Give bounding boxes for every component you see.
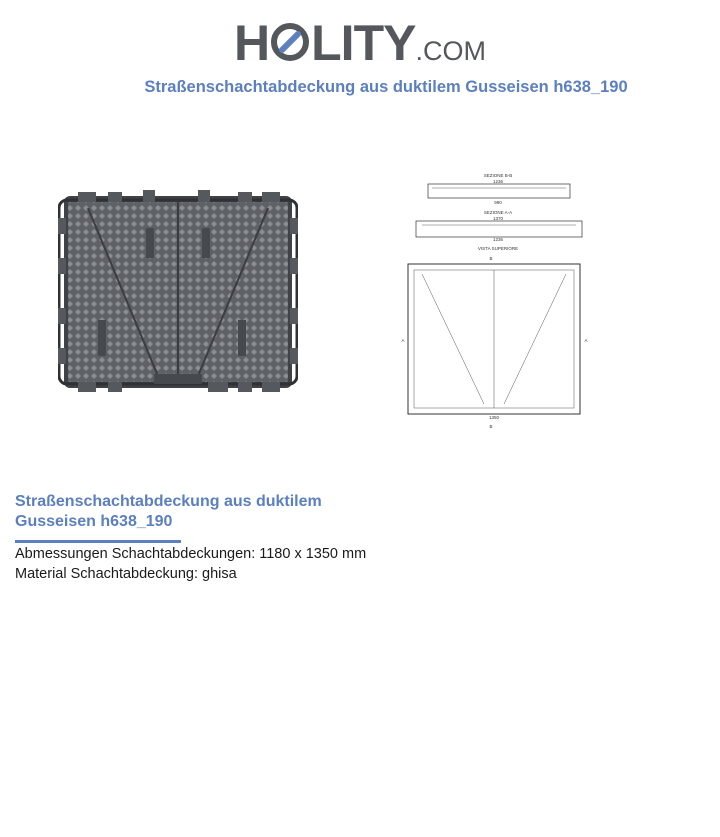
dim-view-bottom: 1350 (488, 415, 500, 420)
product-title-line1: Straßenschachtabdeckung aus duktilem (15, 493, 322, 510)
section-a-label: SEZIONE A-A (483, 210, 513, 215)
section-b-label: SEZIONE B-B (483, 173, 513, 178)
dim-bottom-a: 1236 (492, 237, 504, 242)
marker-b-bottom: B (489, 424, 493, 429)
logo-domain: .COM (415, 36, 486, 66)
dim-bottom-b: 990 (494, 200, 502, 205)
page-title: Straßenschachtabdeckung aus duktilem Gusseisen h638_190 (144, 78, 628, 96)
product-title (15, 492, 375, 532)
marker-b-top: B (489, 256, 493, 261)
top-view-label: VISTA SUPERIORE (477, 246, 519, 251)
spec-dimensions: Abmessungen Schachtabdeckungen: 1180 x 1350 mm (15, 546, 367, 562)
holity-logo[interactable] (0, 14, 720, 74)
product-photo (58, 188, 298, 398)
title-divider (15, 540, 181, 543)
product-title-line2: Gusseisen h638_190 (15, 513, 173, 530)
marker-a-right: A (584, 338, 588, 343)
marker-a-left: A (401, 338, 405, 343)
dim-top-b: 1236 (492, 179, 504, 184)
spec-material: Material Schachtabdeckung: ghisa (15, 566, 237, 582)
dim-top-a: 1370 (492, 216, 504, 221)
logo-text-h: H (234, 15, 270, 71)
logo-o-icon (270, 22, 310, 62)
technical-drawing (398, 170, 598, 432)
logo-text-lity: LITY (311, 15, 416, 71)
